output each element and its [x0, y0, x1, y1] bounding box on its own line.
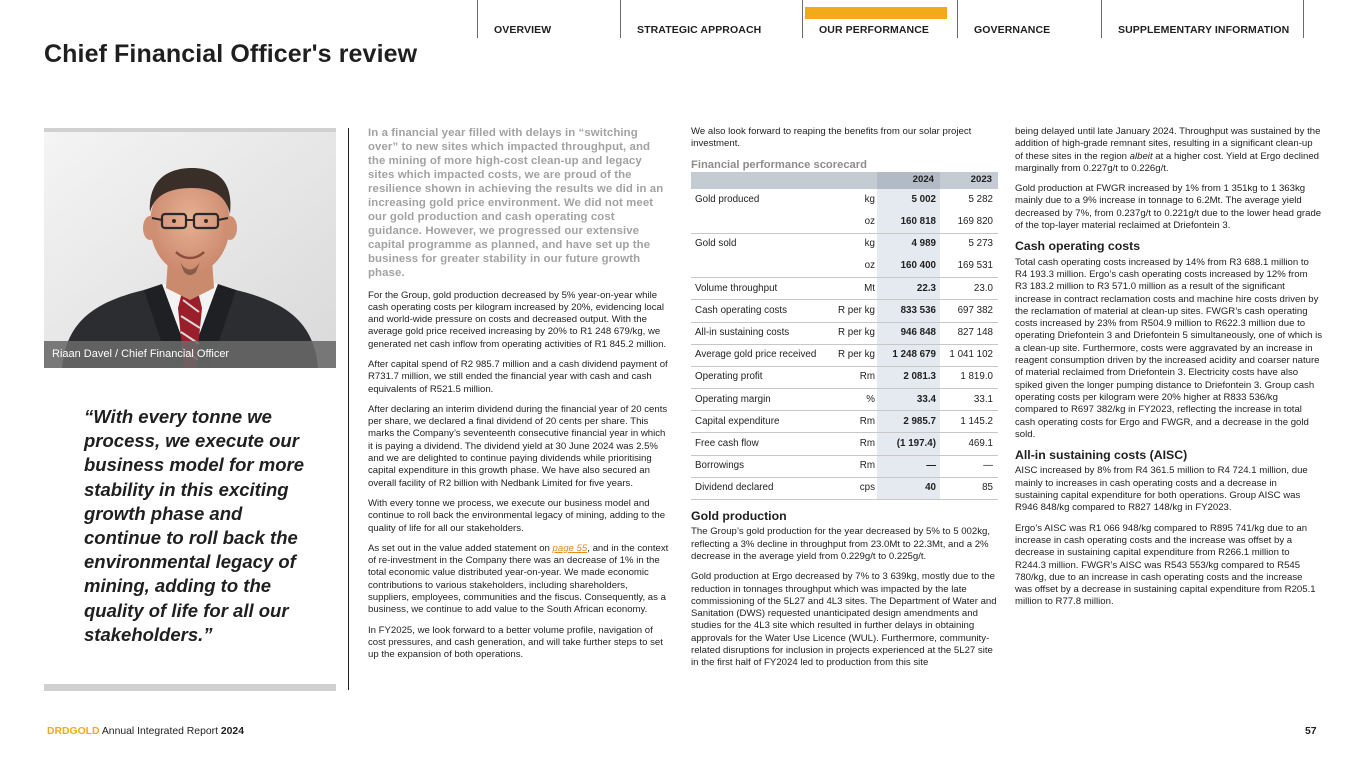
value-2024: 833 536 — [877, 300, 940, 322]
table-row — [691, 366, 998, 388]
paragraph-with-link: As set out in the value added statement on page 55, and in the context of re-investment in the Company there was an decrease of 1% in the total economic value distributed year-on-year. We made economic contributions to various stakeholders, including shareholders, suppliers, employees, communities and the fiscus. Consequently, as a business, we continue to add value to the South African economy. — [368, 542, 669, 616]
section-heading-gold-production: Gold production — [691, 509, 787, 524]
footer-year: 2024 — [220, 726, 244, 737]
tab-supplementary-information[interactable]: SUPPLEMENTARY INFORMATION — [1101, 0, 1304, 38]
pull-quote: “With every tonne we process, we execute our business model for more stability in this exciting growth phase and continue to roll back the environmental legacy of mining, adding to the quality of life for all our stakeholders.” — [84, 406, 304, 645]
tab-strategic-approach[interactable]: STRATEGIC APPROACH — [620, 0, 802, 38]
row-unit: Rm — [827, 455, 877, 477]
photo-caption: Riaan Davel / Chief Financial Officer — [44, 341, 336, 368]
value-2024: 160 818 — [877, 211, 940, 233]
row-unit: Rm — [827, 411, 877, 433]
row-label: Volume throughput — [691, 278, 827, 300]
table-header-2023: 2023 — [940, 172, 998, 189]
footer-brand: DRDGOLD — [47, 726, 100, 737]
paragraph: AISC increased by 8% from R4 361.5 million to R4 724.1 million, due mainly to increases in cash operating costs and a decrease in sustaining capital expenditure for both operations. Group AISC was R946 848/kg compared to R827 148/kg in FY2023. — [1015, 465, 1308, 514]
section-heading-aisc: All-in sustaining costs (AISC) — [1015, 448, 1188, 463]
value-2023: 5 282 — [968, 193, 993, 205]
row-label: All-in sustaining costs — [691, 322, 827, 344]
value-2023: 1 819.0 — [940, 366, 998, 388]
table-row — [691, 477, 998, 499]
table-header-unit — [827, 172, 877, 189]
table-row — [691, 433, 998, 455]
text-column-3 — [1015, 126, 1322, 617]
table-row — [691, 278, 998, 300]
value-2023: 1 041 102 — [940, 344, 998, 366]
value-2023: 169 531 — [940, 255, 998, 277]
row-label — [691, 255, 827, 277]
value-2024: 22.3 — [877, 278, 940, 300]
table-row — [691, 322, 998, 344]
row-label: Capital expenditure — [691, 411, 827, 433]
row-unit: R per kg — [827, 300, 877, 322]
value-2024: 33.4 — [877, 389, 940, 411]
paragraph: With every tonne we process, we execute our business model and continue to roll back the environmental legacy of mining, adding to the quality of life for all our stakeholders. — [368, 497, 666, 534]
value-2023: 827 148 — [940, 322, 998, 344]
row-unit: cps — [827, 477, 877, 499]
value-2023: 469.1 — [940, 433, 998, 455]
table-header-2024: 2024 — [877, 172, 940, 189]
table-header-row — [691, 172, 998, 189]
value-2024: 946 848 — [877, 322, 940, 344]
value-2024: 160 400 — [877, 255, 940, 277]
value-2023: 23.0 — [940, 278, 998, 300]
row-label: Borrowings — [691, 455, 827, 477]
paragraph: For the Group, gold production decreased by 5% year-on-year while cash operating costs per kilogram increased by 20%, evidencing local and world-wide pressure on costs and decreased output. With the average gold price received increasing by 20% to R1 248 679/kg, we generated net cash inflow from operating activities of R1 845.2 million. — [368, 289, 667, 350]
row-label: Dividend declared — [691, 477, 827, 499]
value-2024: 2 081.3 — [877, 366, 940, 388]
value-2024: (1 197.4) — [877, 433, 940, 455]
value-2023: 1 145.2 — [940, 411, 998, 433]
tab-overview[interactable]: OVERVIEW — [477, 0, 620, 38]
table-row — [691, 189, 998, 211]
row-unit: kg — [864, 238, 875, 250]
paragraph: Total cash operating costs increased by 14% from R3 688.1 million to R4 193.3 million. Ergo’s cash operating costs increased by 12% from R3 183.2 million to R3 571.0 million as a result of the significant increase in contract reclamation costs and machine hire costs driven by the reclamation of material at clean-up sites. FWGR’s cash operating costs increased by 23% from R504.9 million to R622.3 million due to operating Driefontein 3 and Driefontein 5 simultaneously, one of which is a clean-up site. Furthermore, costs were aggravated by an increase in reagent consumption driven by the increased acidity and coarser nature of material reclaimed from Driefontein 3. Electricity costs have also spiked given the longer pumping distance to Driefontein 3. Group cash operating costs per kilogram were 20% higher at R833 536/kg compared to R697 382/kg in FY2023, reflecting the increase in total cash operating costs for Ergo and FWGR, and a decrease in the gold sold. — [1015, 256, 1322, 440]
row-unit: oz — [827, 211, 877, 233]
value-2024: — — [877, 455, 940, 477]
row-unit: R per kg — [827, 344, 877, 366]
row-unit: % — [827, 389, 877, 411]
cfo-portrait — [44, 132, 336, 368]
financial-scorecard-table — [691, 172, 998, 500]
row-unit: Rm — [827, 433, 877, 455]
scorecard-title: Financial performance scorecard — [691, 158, 867, 171]
row-unit: oz — [827, 255, 877, 277]
left-panel-bottom-bar — [44, 684, 336, 691]
value-2024: 40 — [877, 477, 940, 499]
page-title: Chief Financial Officer's review — [44, 40, 418, 68]
paragraph: Gold production at Ergo decreased by 7% to 3 639kg, mostly due to the reduction in tonnages throughput which was impacted by the late commissioning of the 5L27 and 4L3 sites. The Department of Water and Sanitation (DWS) requested unanticipated design amendments and studies for the 4L3 site which resulted in further delays in obtaining approvals for the Water Use Licence (WUL). Furthermore, community-related disruptions for inclusion in projects experienced at the 5L27 site in the first half of FY2024 led to production from this site — [691, 571, 997, 669]
table-row — [691, 255, 998, 277]
row-label: Cash operating costs — [691, 300, 827, 322]
page-55-link[interactable]: page 55 — [552, 542, 588, 554]
tab-our-performance[interactable]: OUR PERFORMANCE — [802, 0, 957, 38]
value-2023: 85 — [940, 477, 998, 499]
footer-report-name: Annual Integrated Report — [101, 726, 218, 737]
row-label: Gold sold — [695, 238, 737, 250]
row-label — [691, 211, 827, 233]
active-tab-indicator — [805, 7, 947, 19]
paragraph: Gold production at FWGR increased by 1% from 1 351kg to 1 363kg mainly due to a 9% increase in tonnage to 6.2Mt. The average yield decreased by 7%, from 0.237g/t to 0.221g/t due to the lower head grade of the top-layer material reclaimed at Driefontein 3. — [1015, 183, 1322, 232]
page-number: 57 — [1305, 726, 1317, 737]
row-label: Free cash flow — [691, 433, 827, 455]
paragraph: After capital spend of R2 985.7 million and a cash dividend payment of R731.7 million, we still ended the financial year with cash and cash equivalents of R521.5 million. — [368, 359, 668, 395]
table-header-label — [691, 172, 827, 189]
table-row — [691, 411, 998, 433]
cfo-portrait-image — [44, 132, 336, 368]
paragraph: We also look forward to reaping the benefits from our solar project investment. — [691, 126, 972, 150]
table-row — [691, 455, 998, 477]
value-2024: 5 002 — [877, 189, 940, 211]
row-unit: kg — [864, 193, 875, 205]
value-2024: 4 989 — [877, 233, 940, 255]
row-unit: R per kg — [827, 322, 877, 344]
paragraph: After declaring an interim dividend during the financial year of 20 cents per share, we declared a final dividend of 20 cents per share. This marks the Company’s seventeenth consecutive financial year in which it is paying a dividend. The dividend yield at 30 June 2024 was 2.5% and we are delighted to continue paying dividends while prioritising capital expenditure in this growth phase. We have also secured an overall facility of R2 billion with Nedbank Limited for five years. — [368, 403, 668, 489]
row-label: Operating profit — [691, 366, 827, 388]
section-heading-cash-operating-costs: Cash operating costs — [1015, 239, 1141, 254]
row-label: Average gold price received — [691, 344, 827, 366]
paragraph: being delayed until late January 2024. Throughput was sustained by the addition of high-grade remnant sites, resulting in a significant clean-up of these sites in the region albeit at a higher cost. Yield at Ergo declined marginally from 0.227g/t to 0.226g/t. — [1015, 126, 1321, 174]
intro-paragraph: In a financial year filled with delays in “switching over” to new sites which impacted throughput, and the mining of more high-cost clean-up and legacy sites which impacted costs, we are proud of the resilience shown in achieving the results we did in an increasing gold price environment. We did not meet our gold production and cash operating cost guidance. However, we progressed our extensive capital programme as planned, and have set up the business for greater stability in our future growth phase. — [368, 127, 664, 280]
value-2023: 169 820 — [940, 211, 998, 233]
row-unit: Mt — [827, 278, 877, 300]
row-unit: Rm — [827, 366, 877, 388]
top-navigation — [477, 0, 1304, 38]
column-divider — [348, 128, 349, 690]
table-row — [691, 211, 998, 233]
value-2023: 5 273 — [968, 238, 993, 250]
value-2023: 697 382 — [940, 300, 998, 322]
table-row — [691, 344, 998, 366]
paragraph: The Group’s gold production for the year decreased by 5% to 5 002kg, reflecting a 3% decline in throughput from 23.0Mt to 22.3Mt, and a 2% decrease in the average yield from 0.229g/t to 0.225g/t. — [691, 526, 991, 562]
table-row — [691, 389, 998, 411]
value-2024: 2 985.7 — [877, 411, 940, 433]
text-column-2 — [691, 126, 998, 678]
value-2024: 1 248 679 — [877, 344, 940, 366]
tab-governance[interactable]: GOVERNANCE — [957, 0, 1101, 38]
table-row — [691, 233, 998, 255]
paragraph: Ergo’s AISC was R1 066 948/kg compared to R895 741/kg due to an increase in cash operating costs and the increase was offset by a decrease in sustaining capital expenditure from R266.1 million to R244.3 million. FWGR’s AISC was R543 553/kg compared to R545 780/kg, due to an increase in cash operating costs and the increase was offset by a decrease in sustaining capital expenditure from R205.1 million to R77.8 million. — [1015, 522, 1316, 608]
row-label: Gold produced — [695, 193, 760, 205]
text-column-1 — [368, 126, 670, 670]
row-label: Operating margin — [691, 389, 827, 411]
table-row — [691, 300, 998, 322]
footer — [47, 726, 244, 737]
paragraph: In FY2025, we look forward to a better volume profile, navigation of cost pressures, and cash generation, and will take further steps to set up the expansion of both operations. — [368, 624, 663, 661]
value-2023: 33.1 — [940, 389, 998, 411]
value-2023: — — [940, 455, 998, 477]
